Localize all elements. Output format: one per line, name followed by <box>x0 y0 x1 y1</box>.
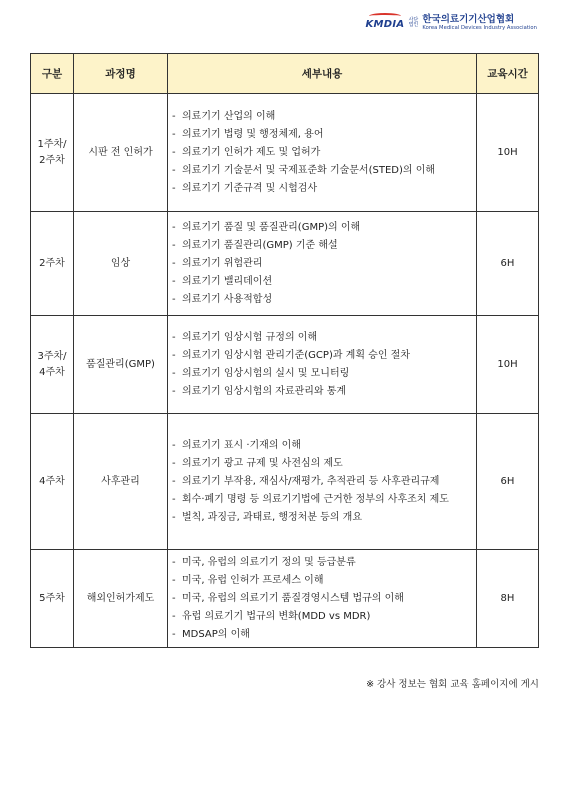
details-list <box>172 108 470 198</box>
list-item <box>172 572 470 590</box>
detail-text: 미국, 유럽의 의료기기 정의 및 등급분류 <box>182 556 356 568</box>
detail-text: 의료기기 부작용, 재심사/재평가, 추적관리 등 사후관리규제 <box>182 475 440 487</box>
cell-week: 4주차 <box>31 414 74 550</box>
list-item <box>172 273 470 291</box>
detail-text: 의료기기 표시 ·기재의 이해 <box>182 439 301 451</box>
table-row <box>31 212 539 316</box>
org-name-en: Korea Medical Devices Industry Association <box>422 25 537 31</box>
table-row <box>31 414 539 550</box>
details-list <box>172 554 470 644</box>
detail-text: 미국, 유럽의 의료기기 품질경영시스템 법규의 이해 <box>182 592 404 604</box>
cell-details <box>168 94 477 212</box>
bullet-dash: - <box>172 475 176 487</box>
bullet-dash: - <box>172 367 176 379</box>
cell-course: 사후관리 <box>74 414 168 550</box>
cell-details <box>168 414 477 550</box>
cell-details <box>168 550 477 648</box>
list-item <box>172 162 470 180</box>
header-hours: 교육시간 <box>477 54 539 94</box>
table-row <box>31 316 539 414</box>
list-item <box>172 491 470 509</box>
list-item <box>172 473 470 491</box>
details-list <box>172 219 470 309</box>
list-item <box>172 365 470 383</box>
detail-text: MDSAP의 이해 <box>182 628 250 640</box>
cell-week: 2주차 <box>31 212 74 316</box>
detail-text: 의료기기 산업의 이해 <box>182 110 276 122</box>
list-item <box>172 455 470 473</box>
list-item <box>172 237 470 255</box>
detail-text: 의료기기 임상시험의 자료관리와 통계 <box>182 385 347 397</box>
list-item <box>172 291 470 309</box>
list-item <box>172 180 470 198</box>
bullet-dash: - <box>172 221 176 233</box>
cell-course: 시판 전 인허가 <box>74 94 168 212</box>
bullet-dash: - <box>172 257 176 269</box>
cell-course: 임상 <box>74 212 168 316</box>
detail-text: 의료기기 인허가 제도 및 업허가 <box>182 146 321 158</box>
detail-text: 회수·폐기 명령 등 의료기기법에 근거한 정부의 사후조치 제도 <box>182 493 449 505</box>
bullet-dash: - <box>172 610 176 622</box>
kmdia-logo <box>365 16 404 30</box>
bullet-dash: - <box>172 592 176 604</box>
org-name-ko: 한국의료기기산업협회 <box>422 14 515 25</box>
bullet-dash: - <box>172 628 176 640</box>
cell-week: 3주차/ 4주차 <box>31 316 74 414</box>
list-item <box>172 347 470 365</box>
header-course: 과정명 <box>74 54 168 94</box>
cell-hours: 10H <box>477 94 539 212</box>
list-item <box>172 509 470 527</box>
table-row <box>31 550 539 648</box>
detail-text: 의료기기 사용적합성 <box>182 293 273 305</box>
detail-text: 의료기기 밸리데이션 <box>182 275 273 287</box>
detail-text: 의료기기 임상시험 규정의 이해 <box>182 331 318 343</box>
table-header-row <box>31 54 539 94</box>
header-details: 세부내용 <box>168 54 477 94</box>
detail-text: 의료기기 임상시험의 실시 및 모니터링 <box>182 367 350 379</box>
detail-text: 의료기기 위험관리 <box>182 257 263 269</box>
detail-text: 의료기기 광고 규제 및 사전심의 제도 <box>182 457 343 469</box>
bullet-dash: - <box>172 574 176 586</box>
table-body <box>31 94 539 648</box>
bullet-dash: - <box>172 110 176 122</box>
detail-text: 벌칙, 과징금, 과태료, 행정처분 등의 개요 <box>182 511 362 523</box>
cell-hours: 6H <box>477 414 539 550</box>
list-item <box>172 126 470 144</box>
list-item <box>172 437 470 455</box>
corp-badge: 사단 법인 <box>408 17 419 28</box>
list-item <box>172 626 470 644</box>
list-item <box>172 554 470 572</box>
org-name-block <box>422 14 537 32</box>
bullet-dash: - <box>172 439 176 451</box>
detail-text: 미국, 유럽 인허가 프로세스 이해 <box>182 574 324 586</box>
bullet-dash: - <box>172 128 176 140</box>
details-list <box>172 329 470 401</box>
details-list <box>172 437 470 527</box>
list-item <box>172 608 470 626</box>
detail-text: 의료기기 법령 및 행정체제, 용어 <box>182 128 324 140</box>
list-item <box>172 255 470 273</box>
cell-course: 품질관리(GMP) <box>74 316 168 414</box>
cell-details <box>168 212 477 316</box>
bullet-dash: - <box>172 457 176 469</box>
bullet-dash: - <box>172 293 176 305</box>
detail-text: 의료기기 기술문서 및 국제표준화 기술문서(STED)의 이해 <box>182 164 436 176</box>
bullet-dash: - <box>172 239 176 251</box>
bullet-dash: - <box>172 275 176 287</box>
cell-course: 해외인허가제도 <box>74 550 168 648</box>
list-item <box>172 329 470 347</box>
list-item <box>172 108 470 126</box>
list-item <box>172 144 470 162</box>
detail-text: 유럽 의료기기 법규의 변화(MDD vs MDR) <box>182 610 371 622</box>
bullet-dash: - <box>172 511 176 523</box>
bullet-dash: - <box>172 146 176 158</box>
detail-text: 의료기기 임상시험 관리기준(GCP)과 계획 승인 절차 <box>182 349 410 361</box>
cell-week: 1주차/ 2주차 <box>31 94 74 212</box>
bullet-dash: - <box>172 182 176 194</box>
cell-week: 5주차 <box>31 550 74 648</box>
cell-details <box>168 316 477 414</box>
detail-text: 의료기기 품질 및 품질관리(GMP)의 이해 <box>182 221 361 233</box>
bullet-dash: - <box>172 331 176 343</box>
header-week: 구분 <box>31 54 74 94</box>
list-item <box>172 219 470 237</box>
bullet-dash: - <box>172 164 176 176</box>
table-row <box>31 94 539 212</box>
bullet-dash: - <box>172 349 176 361</box>
header-logo <box>365 14 537 32</box>
logo-text: KMDIA <box>365 19 405 30</box>
bullet-dash: - <box>172 556 176 568</box>
cell-hours: 8H <box>477 550 539 648</box>
bullet-dash: - <box>172 385 176 397</box>
list-item <box>172 590 470 608</box>
footnote: ※ 강사 정보는 협회 교육 홈페이지에 게시 <box>366 679 539 690</box>
bullet-dash: - <box>172 493 176 505</box>
curriculum-table <box>30 53 539 648</box>
cell-hours: 10H <box>477 316 539 414</box>
detail-text: 의료기기 품질관리(GMP) 기준 해설 <box>182 239 338 251</box>
list-item <box>172 383 470 401</box>
detail-text: 의료기기 기준규격 및 시험검사 <box>182 182 318 194</box>
cell-hours: 6H <box>477 212 539 316</box>
